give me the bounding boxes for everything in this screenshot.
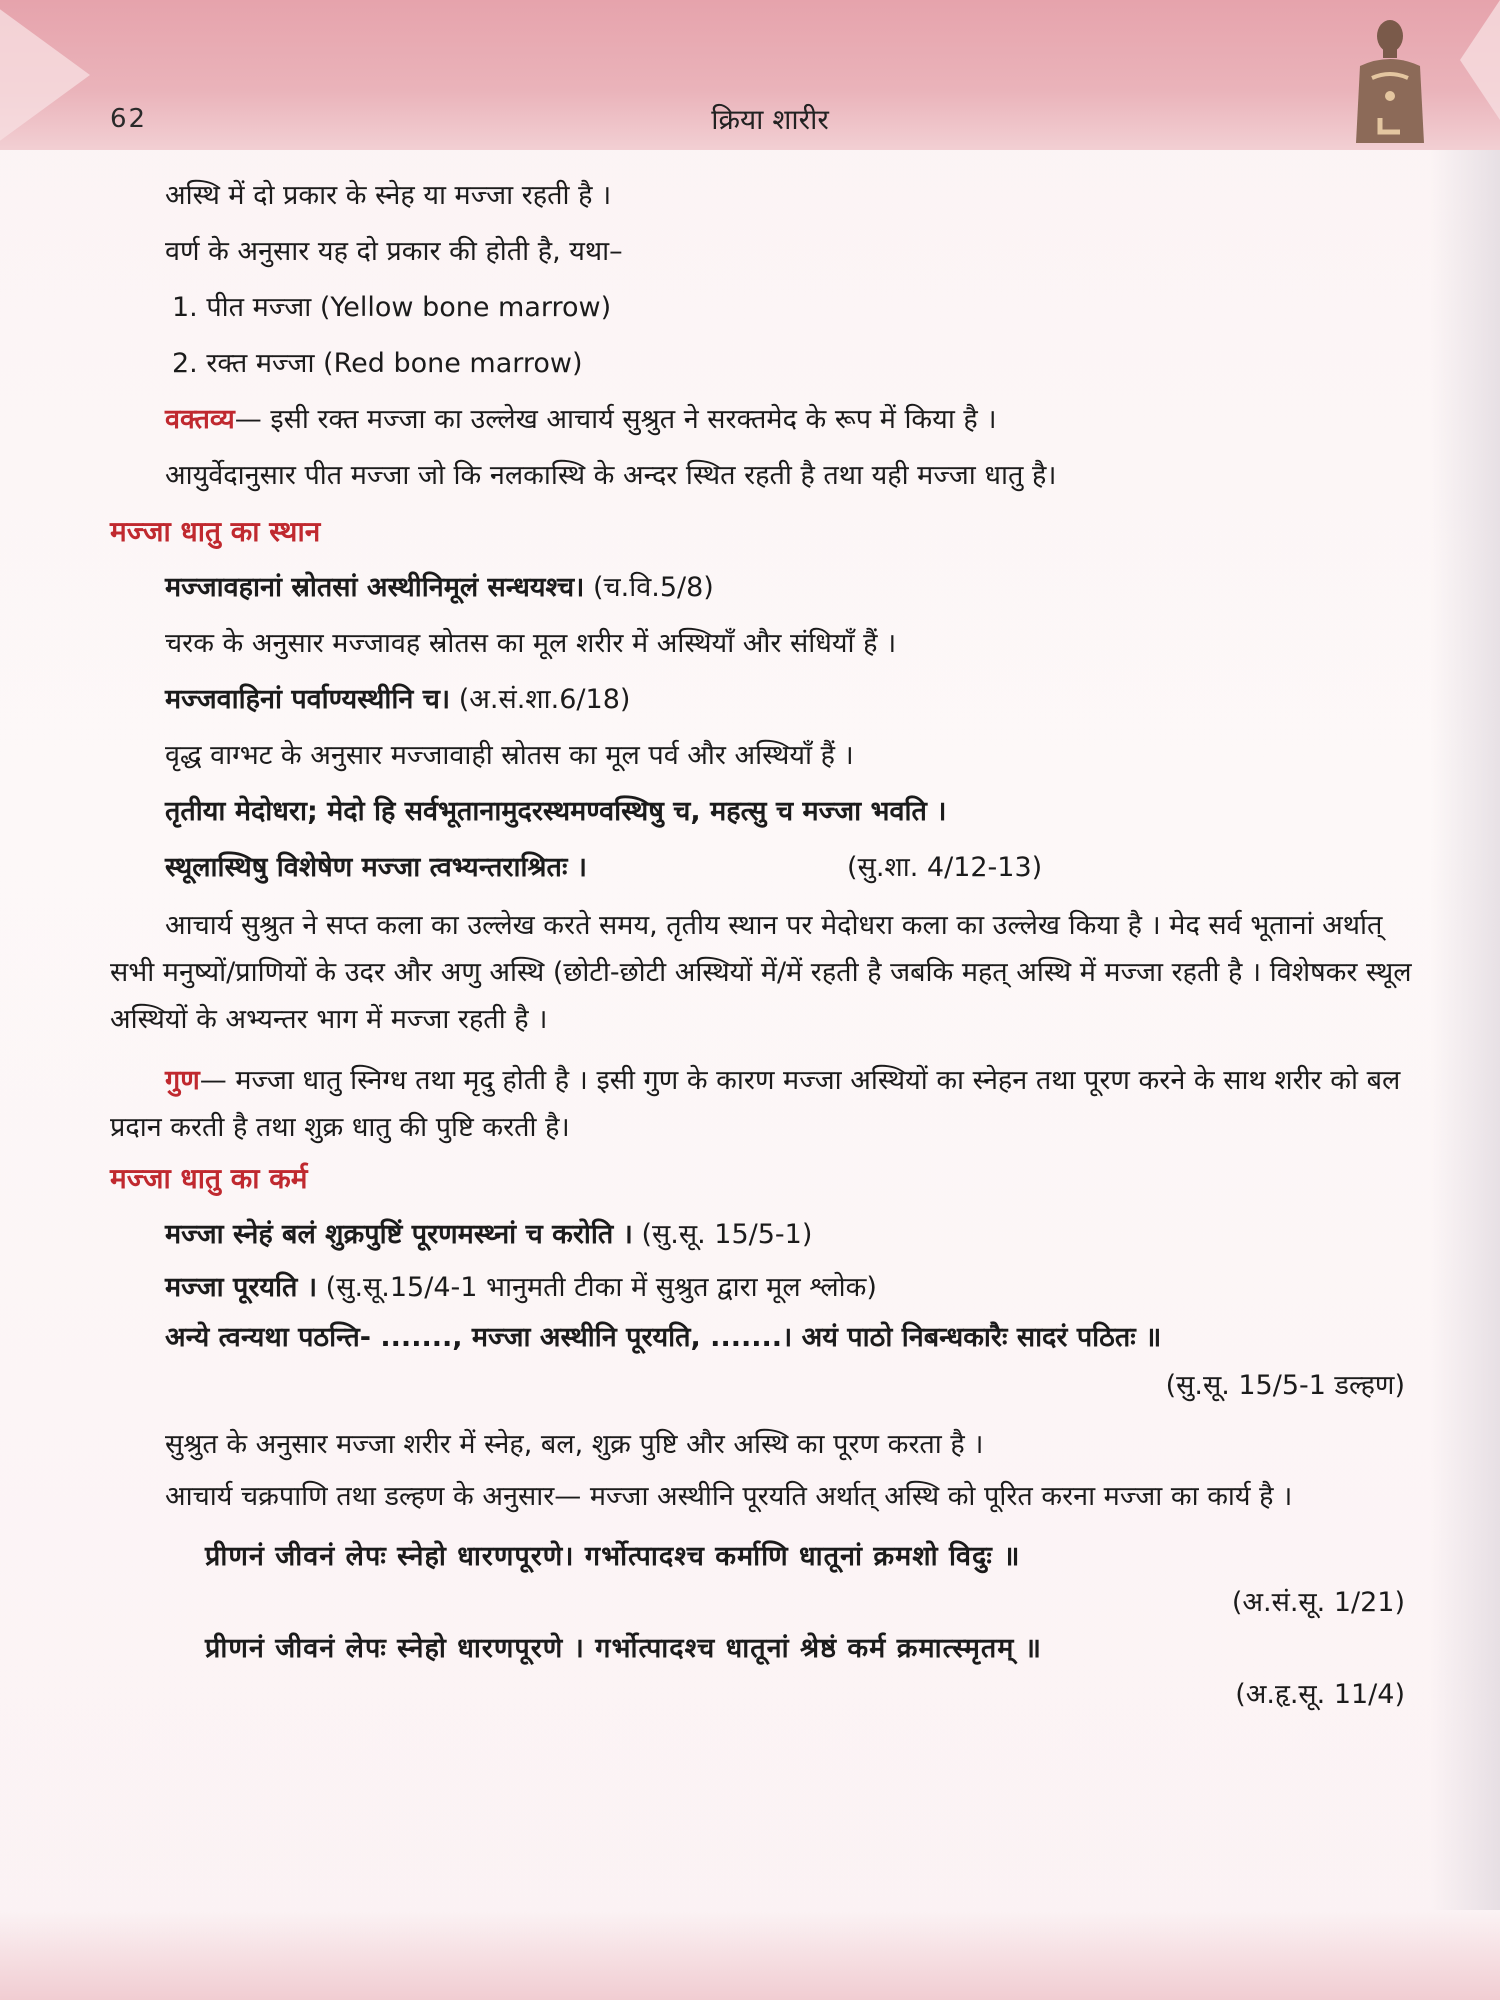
verse-7-ref: (सु.सू. 15/5-1 डल्हण) bbox=[1165, 1370, 1405, 1401]
verse-9-ref: (अ.हृ.सू. 11/4) bbox=[1235, 1679, 1405, 1710]
verse-6-ref: (सु.सू.15/4-1 भानुमती टीका में सुश्रुत द्वारा मूल श्लोक) bbox=[317, 1272, 877, 1303]
page-header bbox=[0, 0, 1500, 150]
verse-5-text: मज्जा स्नेहं बलं शुक्रपुष्टिं पूरणमस्थ्नां च करोति । bbox=[165, 1219, 633, 1250]
vaktavya-label: वक्तव्य bbox=[165, 404, 235, 435]
paragraph-sushrut-anusar: सुश्रुत के अनुसार मज्जा शरीर में स्नेह, बल, शुक्र पुष्टि और अस्थि का पूरण करता है । bbox=[165, 1429, 984, 1460]
human-figure-icon bbox=[1350, 18, 1430, 143]
verse-3: तृतीया मेदोधरा; मेदो हि सर्वभूतानामुदरस्थमण्वस्थिषु च, महत्सु च मज्जा भवति । bbox=[165, 796, 947, 827]
paragraph-sushrut: आचार्य सुश्रुत ने सप्त कला का उल्लेख करते समय, तृतीय स्थान पर मेदोधरा कला का उल्लेख किया है । मेद सर्व भूतानां अर्थात् सभी मनुष्यों/प्राणियों के उदर और अणु अस्थि (छोटी-छोटी अस्थियों में/में रहती है जबकि महत् अस्थि में मज्जा रहती है । विशेषकर स्थूल अस्थियों के अभ्यन्तर भाग में मज्जा रहती है । bbox=[110, 910, 1412, 1035]
verse-1 bbox=[110, 560, 1420, 616]
verse-2-text: मज्जवाहिनां पर्वाण्यस्थीनि च। bbox=[165, 684, 451, 715]
page-edge-shadow bbox=[1430, 150, 1500, 1910]
verse-6-text: मज्जा पूरयति । bbox=[165, 1272, 318, 1303]
verse-2-ref: (अ.सं.शा.6/18) bbox=[450, 684, 631, 715]
verse-8: प्रीणनं जीवनं लेपः स्नेहो धारणपूरणे। गर्भोत्पादश्च कर्माणि धातूनां क्रमशो विदुः ॥ bbox=[205, 1541, 1021, 1572]
list-item-yellow-marrow: 1. पीत मज्जा (Yellow bone marrow) bbox=[172, 292, 612, 323]
verse-5 bbox=[110, 1207, 1420, 1263]
page-body bbox=[110, 168, 1420, 1716]
paragraph-vaktavya bbox=[110, 392, 1420, 448]
paragraph-vagbhat: वृद्ध वाग्भट के अनुसार मज्जावाही स्रोतस का मूल पर्व और अस्थियाँ हैं । bbox=[165, 740, 854, 771]
page-footer-band bbox=[0, 1910, 1500, 2000]
paragraph-intro-2: वर्ण के अनुसार यह दो प्रकार की होती है, यथा– bbox=[165, 236, 623, 267]
verse-8-ref: (अ.सं.सू. 1/21) bbox=[1231, 1587, 1405, 1618]
verse-4-ref: (सु.शा. 4/12-13) bbox=[847, 852, 1043, 883]
paragraph-chakrapani: आचार्य चक्रपाणि तथा डल्हण के अनुसार— मज्जा अस्थीनि पूरयति अर्थात् अस्थि को पूरित करना मज्जा का कार्य है । bbox=[165, 1481, 1293, 1512]
verse-6 bbox=[110, 1263, 1420, 1313]
verse-7: अन्ये त्वन्यथा पठन्ति- ......., मज्जा अस्थीनि पूरयति, .......। अयं पाठो निबन्धकारैः सादरं पठितः ॥ bbox=[165, 1322, 1162, 1353]
guna-label: गुण bbox=[165, 1065, 200, 1096]
header-chevron-left bbox=[0, 0, 90, 170]
heading-majja-karma: मज्जा धातु का कर्म bbox=[110, 1162, 308, 1195]
heading-majja-sthana: मज्जा धातु का स्थान bbox=[110, 515, 321, 548]
running-title: क्रिया शारीर bbox=[711, 103, 829, 136]
verse-4-text: स्थूलास्थिषु विशेषेण मज्जा त्वभ्यन्तराश्रितः । bbox=[165, 852, 588, 883]
list-item-red-marrow: 2. रक्त मज्जा (Red bone marrow) bbox=[172, 348, 583, 379]
guna-text: — मज्जा धातु स्निग्ध तथा मृदु होती है । इसी गुण के कारण मज्जा अस्थियों का स्नेहन तथा पूरण करने के साथ शरीर को बल प्रदान करती है तथा शुक्र धातु की पुष्टि करती है। bbox=[110, 1065, 1401, 1143]
verse-2 bbox=[110, 672, 1420, 728]
vaktavya-text: — इसी रक्त मज्जा का उल्लेख आचार्य सुश्रुत ने सरक्तमेद के रूप में किया है । bbox=[234, 404, 997, 435]
verse-9: प्रीणनं जीवनं लेपः स्नेहो धारणपूरणे । गर्भोत्पादश्च धातूनां श्रेष्ठं कर्म क्रमात्स्मृतम् ॥ bbox=[205, 1633, 1042, 1664]
paragraph-charak: चरक के अनुसार मज्जावह स्रोतस का मूल शरीर में अस्थियाँ और संधियाँ हैं । bbox=[165, 628, 897, 659]
paragraph-guna bbox=[110, 1057, 1420, 1151]
verse-4 bbox=[110, 840, 1420, 896]
verse-5-ref: (सु.सू. 15/5-1) bbox=[632, 1219, 813, 1250]
paragraph-intro-1: अस्थि में दो प्रकार के स्नेह या मज्जा रहती है । bbox=[165, 180, 612, 211]
verse-1-ref: (च.वि.5/8) bbox=[584, 572, 714, 603]
page-number: 62 bbox=[110, 104, 148, 134]
paragraph-ayurveda: आयुर्वेदानुसार पीत मज्जा जो कि नलकास्थि के अन्दर स्थित रहती है तथा यही मज्जा धातु है। bbox=[165, 460, 1057, 491]
header-chevron-right bbox=[1460, 0, 1500, 150]
verse-1-text: मज्जावहानां स्रोतसां अस्थीनिमूलं सन्धयश्च। bbox=[165, 572, 585, 603]
